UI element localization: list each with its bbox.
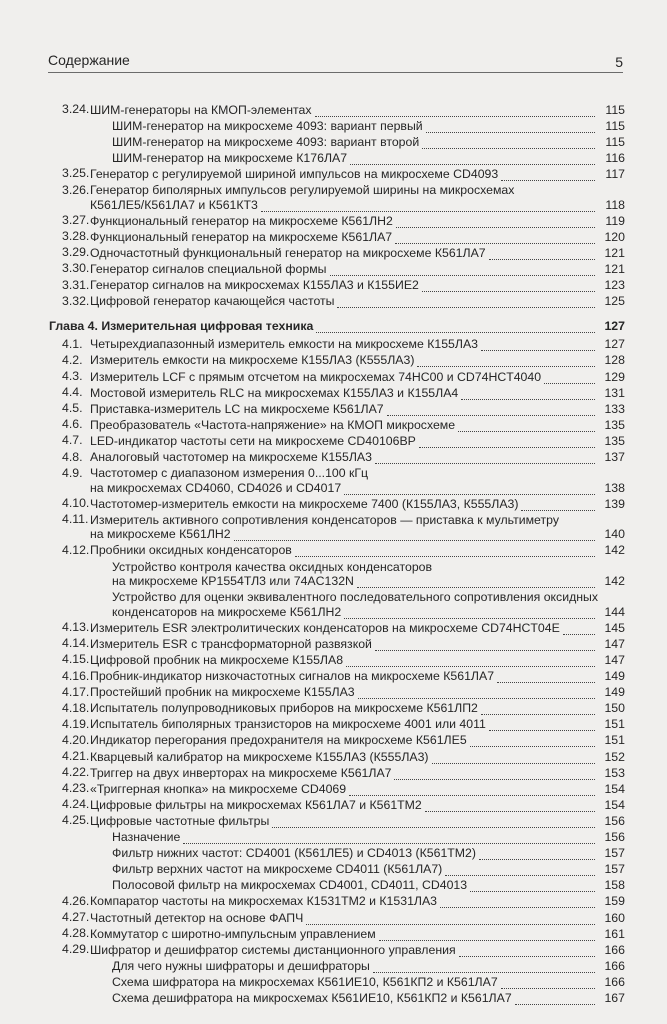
dot-leader xyxy=(395,233,595,244)
dot-leader xyxy=(501,978,595,989)
dot-leader xyxy=(373,962,595,973)
dot-leader xyxy=(330,265,595,276)
toc-page-number: 115 xyxy=(605,134,625,149)
toc-page-number: 115 xyxy=(605,118,625,133)
dot-leader xyxy=(272,817,595,828)
dot-leader xyxy=(425,801,595,812)
dot-leader xyxy=(346,656,595,667)
toc-page-number: 121 xyxy=(604,261,625,276)
dot-leader xyxy=(521,500,595,511)
toc-entry-title: Триггер на двух инверторах на микросхеме К561ЛА7 xyxy=(90,765,392,780)
toc-entry-title: конденсаторов на микросхеме К561ЛН2 xyxy=(112,604,342,619)
dot-leader xyxy=(422,281,595,292)
toc-entry-number: 4.27. xyxy=(62,910,90,924)
dot-leader xyxy=(234,530,595,541)
toc-entry-number: 4.20. xyxy=(62,732,90,747)
toc-entry-title: Фильтр нижних частот: CD4001 (К561ЛЕ5) и CD4013 (К561ТМ2) xyxy=(112,846,476,861)
toc-entry-title: Схема шифратора на микросхемах К561ИЕ10, К561КП2 и К561ЛА7 xyxy=(112,974,498,989)
toc-page-number: 127 xyxy=(604,337,625,352)
dot-leader xyxy=(419,437,595,448)
toc-entry-title: Измеритель ESR электролитических конденсаторов на микросхеме CD74HCT04E xyxy=(90,620,560,635)
toc-page-number: 147 xyxy=(604,652,625,667)
toc-entry-number: 4.11. xyxy=(62,512,89,527)
dot-leader xyxy=(481,340,595,351)
toc-entry-number: 4.5. xyxy=(62,401,83,416)
running-header xyxy=(48,50,623,73)
dot-leader xyxy=(489,720,595,731)
toc-entry-title: Генератор сигналов на микросхемах К155ЛА3 и К155ИЕ2 xyxy=(90,278,419,292)
toc-entry-title: Полосовой фильтр на микросхемах CD4001, CD4011, CD4013 xyxy=(112,878,468,893)
toc-entry-number: 3.28. xyxy=(62,229,90,244)
dot-leader xyxy=(563,624,595,635)
toc-entry-number: 4.15. xyxy=(62,652,90,667)
toc-entry-number: 4.21. xyxy=(62,749,90,763)
toc-entry-number: 4.3. xyxy=(62,369,83,383)
toc-page-number: 166 xyxy=(604,942,625,957)
toc-entry-number: 3.25. xyxy=(62,166,90,181)
toc-page-number: 159 xyxy=(604,894,625,909)
toc-entry-number: 4.4. xyxy=(62,385,83,400)
dot-leader xyxy=(445,865,595,876)
toc-entry-number: 3.24. xyxy=(62,102,90,116)
toc-entry-number: 4.8. xyxy=(62,449,83,464)
toc-entry-number: 4.10. xyxy=(62,496,90,511)
toc-page-number: 153 xyxy=(604,765,625,780)
dot-leader xyxy=(497,672,595,683)
toc-entry-title: Мостовой измеритель RLC на микросхемах К155ЛА3 и К155ЛА4 xyxy=(90,385,459,400)
toc-entry-title: Компаратор частоты на микросхемах К1531ТМ2 и К1531ЛА3 xyxy=(90,894,438,909)
toc-entry-title: ШИМ-генератор на микросхеме 4093: вариант второй xyxy=(112,134,420,149)
toc-entry-title: Частотомер с диапазоном измерения 0...100 кГц xyxy=(90,466,369,481)
toc-page-number: 140 xyxy=(604,527,625,542)
toc-page-number: 157 xyxy=(604,862,625,877)
toc-page-number: 167 xyxy=(604,991,625,1005)
dot-leader xyxy=(394,769,595,780)
dot-leader xyxy=(358,688,595,699)
toc-entry-title: Измеритель активного сопротивления конденсаторов — приставка к мультиметру xyxy=(90,512,559,527)
dot-leader xyxy=(470,881,595,892)
toc-entry-number: 4.13. xyxy=(62,620,90,635)
dot-leader xyxy=(459,946,595,957)
toc-entry-title: Генератор с регулируемой шириной импульсов на микросхеме CD4093 xyxy=(90,166,499,181)
toc-page-number: 137 xyxy=(604,450,625,464)
toc-entry-title: Пробник-индикатор низкочастотных сигналов на микросхеме К561ЛА7 xyxy=(90,669,495,683)
toc-entry-number: 3.31. xyxy=(62,277,90,292)
toc-page-number: 154 xyxy=(604,781,625,796)
dot-leader xyxy=(422,138,595,149)
toc-entry-title: Аналоговый частотомер на микросхеме К155ЛА3 xyxy=(90,450,372,464)
toc-page-number: 156 xyxy=(604,813,625,828)
dot-leader xyxy=(417,356,595,367)
toc-entry-title: Пробники оксидных конденсаторов xyxy=(90,543,292,558)
toc-page-number: 118 xyxy=(605,197,625,212)
toc-entry-number: 3.30. xyxy=(62,261,90,276)
toc-page-number: 116 xyxy=(605,150,625,165)
toc-entry-title: ШИМ-генератор на микросхеме 4093: вариант первый xyxy=(112,118,423,133)
toc-page-number: 160 xyxy=(604,910,625,925)
toc-entry-title: Цифровой генератор качающейся частоты xyxy=(90,294,335,309)
toc-entry-title: Фильтр верхних частот на микросхеме CD4011 (К561ЛА7) xyxy=(112,862,443,877)
toc-entry-title: Измеритель LCF с прямым отсчетом на микросхемах 74HC00 и CD74HCT4040 xyxy=(90,369,542,384)
toc-entry-title: Функциональный генератор на микросхеме К561ЛА7 xyxy=(90,229,393,244)
toc-entry-title: Устройство контроля качества оксидных конденсаторов xyxy=(112,559,433,574)
toc-page-number: 127 xyxy=(604,319,625,334)
dot-leader xyxy=(349,785,595,796)
toc-entry-number: 4.28. xyxy=(62,926,90,941)
toc-page-number: 142 xyxy=(604,543,625,558)
toc-page-number: 152 xyxy=(604,749,625,764)
toc-entry-title: Назначение xyxy=(112,830,181,844)
dot-leader xyxy=(375,453,595,464)
toc-entry-number: 3.32. xyxy=(62,293,90,308)
toc-page-number: 121 xyxy=(604,245,625,260)
toc-entry-title: Преобразователь «Частота-напряжение» на КМОП микросхеме xyxy=(90,417,456,432)
dot-leader xyxy=(316,322,595,333)
toc-entry-number: 3.27. xyxy=(62,213,90,228)
toc-entry-number: 4.16. xyxy=(62,668,90,683)
dot-leader xyxy=(481,704,595,715)
toc-page-number: 125 xyxy=(604,294,625,309)
toc-page-number: 138 xyxy=(604,480,625,495)
dot-leader xyxy=(344,484,595,495)
toc-page-number: 117 xyxy=(605,166,625,181)
toc-page-number: 154 xyxy=(604,797,625,812)
toc-page-number: 150 xyxy=(604,701,625,716)
dot-leader xyxy=(515,994,595,1005)
toc-page-number: 166 xyxy=(604,958,625,973)
toc-entry-number: 4.23. xyxy=(62,781,90,796)
dot-leader xyxy=(470,736,595,747)
toc-entry-number: 4.14. xyxy=(62,636,90,651)
dot-leader xyxy=(387,405,595,416)
header-title: Содержание xyxy=(48,52,130,68)
toc-page-number: 133 xyxy=(604,401,625,416)
toc-entry-number: 4.9. xyxy=(62,465,83,480)
dot-leader xyxy=(379,930,595,941)
dot-leader xyxy=(350,154,595,165)
toc-page-number: 135 xyxy=(604,417,625,432)
toc-page-number: 158 xyxy=(604,878,625,893)
toc-entry-title: Приставка-измеритель LC на микросхеме К561ЛА7 xyxy=(90,401,384,416)
toc-entry-number: 3.26. xyxy=(62,182,90,197)
dot-leader xyxy=(344,608,595,619)
toc-page-number: 149 xyxy=(604,685,625,700)
toc-page-number: 135 xyxy=(604,433,625,448)
dot-leader xyxy=(426,122,595,133)
toc-entry-title: Шифратор и дешифратор системы дистанционного управления xyxy=(90,942,456,957)
toc-entry-title: Простейший пробник на микросхеме К155ЛА3 xyxy=(90,685,355,700)
dot-leader xyxy=(306,914,595,925)
dot-leader xyxy=(544,373,595,384)
toc-entry-number: 4.2. xyxy=(62,352,83,367)
toc-page-number: 123 xyxy=(604,278,625,292)
toc-page-number: 157 xyxy=(604,846,625,861)
toc-entry-number: 4.18. xyxy=(62,700,90,715)
toc-page-number: 166 xyxy=(604,974,625,989)
toc-page-number: 129 xyxy=(604,369,625,384)
toc-entry-title: К561ЛЕ5/К561ЛА7 и К561КТ3 xyxy=(90,197,258,212)
toc-page-number: 151 xyxy=(604,733,625,748)
toc-entry-title: Для чего нужны шифраторы и дешифраторы xyxy=(112,958,370,973)
toc-page-number: 115 xyxy=(605,102,625,117)
toc-page-number: 131 xyxy=(604,385,625,400)
toc-entry-title: Цифровые частотные фильтры xyxy=(90,813,270,828)
toc-entry-title: на микросхемах CD4060, CD4026 и CD4017 xyxy=(90,480,342,495)
dot-leader xyxy=(315,106,596,117)
toc-entry-title: Кварцевый калибратор на микросхеме К155ЛА3 (К555ЛА3) xyxy=(90,749,429,764)
toc-page-number: 147 xyxy=(604,636,625,651)
toc-page-number: 128 xyxy=(604,353,625,368)
toc-entry-number: 4.24. xyxy=(62,797,90,812)
toc-page-number: 145 xyxy=(604,620,625,635)
dot-leader xyxy=(440,897,595,908)
toc-page-number: 151 xyxy=(604,717,625,732)
toc-entry-title: Устройство для оценки эквивалентного последовательного сопротивления оксидных xyxy=(112,590,599,605)
toc-entry-title: Измеритель ESR с трансформаторной развязкой xyxy=(90,636,372,651)
dot-leader xyxy=(337,297,595,308)
toc-page-number: 161 xyxy=(604,926,625,941)
toc-entry-title: «Триггерная кнопка» на микросхеме CD4069 xyxy=(90,781,347,796)
dot-leader xyxy=(295,546,595,557)
toc-entry-number: 4.6. xyxy=(62,417,83,432)
toc-entry-number: 4.25. xyxy=(62,813,90,828)
toc-entry-title: Частотный детектор на основе ФАПЧ xyxy=(90,910,304,925)
toc-entry-number: 4.1. xyxy=(62,336,83,351)
toc-entry-title: Одночастотный функциональный генератор на микросхеме К561ЛА7 xyxy=(90,245,486,260)
toc-entry-title: Измеритель емкости на микросхеме К155ЛА3 (К555ЛА3) xyxy=(90,353,415,368)
dot-leader xyxy=(432,753,595,764)
toc-entry-number: 4.19. xyxy=(62,716,90,731)
toc-entry-number: 4.26. xyxy=(62,893,90,908)
dot-leader xyxy=(375,640,595,651)
toc-entry-title: Частотомер-измеритель емкости на микросхеме 7400 (К155ЛА3, К555ЛА3) xyxy=(90,496,519,511)
toc-entry-title: Испытатель биполярных транзисторов на микросхеме 4001 или 4011 xyxy=(90,717,486,732)
toc-entry-title: Четырехдиапазонный измеритель емкости на микросхеме К155ЛА3 xyxy=(90,337,479,352)
dot-leader xyxy=(501,170,595,181)
toc-entry-title: на микросхеме КР1554ТЛ3 или 74AC132N xyxy=(112,574,354,588)
toc-page-number: 119 xyxy=(605,213,625,228)
header-page-number: 5 xyxy=(615,54,623,70)
toc-entry-number: 4.17. xyxy=(62,684,90,699)
toc-entry-title: Цифровой пробник на микросхеме К155ЛА8 xyxy=(90,652,344,667)
dot-leader xyxy=(183,833,595,844)
toc-page-number: 156 xyxy=(604,830,625,844)
toc-entry-title: ШИМ-генератор на микросхеме К176ЛА7 xyxy=(112,150,348,165)
toc-entry-title: Функциональный генератор на микросхеме К561ЛН2 xyxy=(90,213,393,228)
toc-entry-title: Цифровые фильтры на микросхемах К561ЛА7 и К561ТМ2 xyxy=(90,797,422,812)
toc-page-number: 149 xyxy=(604,669,625,683)
toc-entry-number: 4.12. xyxy=(62,542,90,557)
toc-entry-title: Коммутатор с широтно-импульсным управлением xyxy=(90,926,376,941)
dot-leader xyxy=(479,849,595,860)
toc-page-number: 120 xyxy=(604,229,625,244)
toc-entry-title: Индикатор перегорания предохранителя на микросхеме К561ЛЕ5 xyxy=(90,733,467,748)
toc-entry-number: 3.29. xyxy=(62,245,90,260)
toc-entry-title: Генератор биполярных импульсов регулируемой ширины на микросхемах xyxy=(90,183,515,197)
toc-entry-title: Генератор сигналов специальной формы xyxy=(90,261,327,276)
toc-entry-number: 4.29. xyxy=(62,942,90,957)
dot-leader xyxy=(458,421,595,432)
toc-entry-title: Глава 4. Измерительная цифровая техника xyxy=(49,319,314,334)
toc-entry-number: 4.22. xyxy=(62,765,90,780)
toc-entry-title: Испытатель полупроводниковых приборов на микросхеме К561ЛП2 xyxy=(90,701,478,716)
toc-entry-title: на микросхеме К561ЛН2 xyxy=(90,527,231,542)
dot-leader xyxy=(261,201,595,212)
toc-page-number: 142 xyxy=(604,574,625,588)
dot-leader xyxy=(357,577,595,588)
toc-entry-number: 4.7. xyxy=(62,433,83,448)
toc-entry-title: Схема дешифратора на микросхемах К561ИЕ10, К561КП2 и К561ЛА7 xyxy=(112,991,512,1005)
dot-leader xyxy=(396,217,595,228)
dot-leader xyxy=(489,249,595,260)
toc-entry-title: LED-индикатор частоты сети на микросхеме CD40106BP xyxy=(90,433,416,448)
toc-page-number: 144 xyxy=(604,604,625,619)
toc-entry-title: ШИМ-генераторы на КМОП-элементах xyxy=(90,102,312,117)
toc-page-number: 139 xyxy=(604,496,625,511)
dot-leader xyxy=(461,389,595,400)
